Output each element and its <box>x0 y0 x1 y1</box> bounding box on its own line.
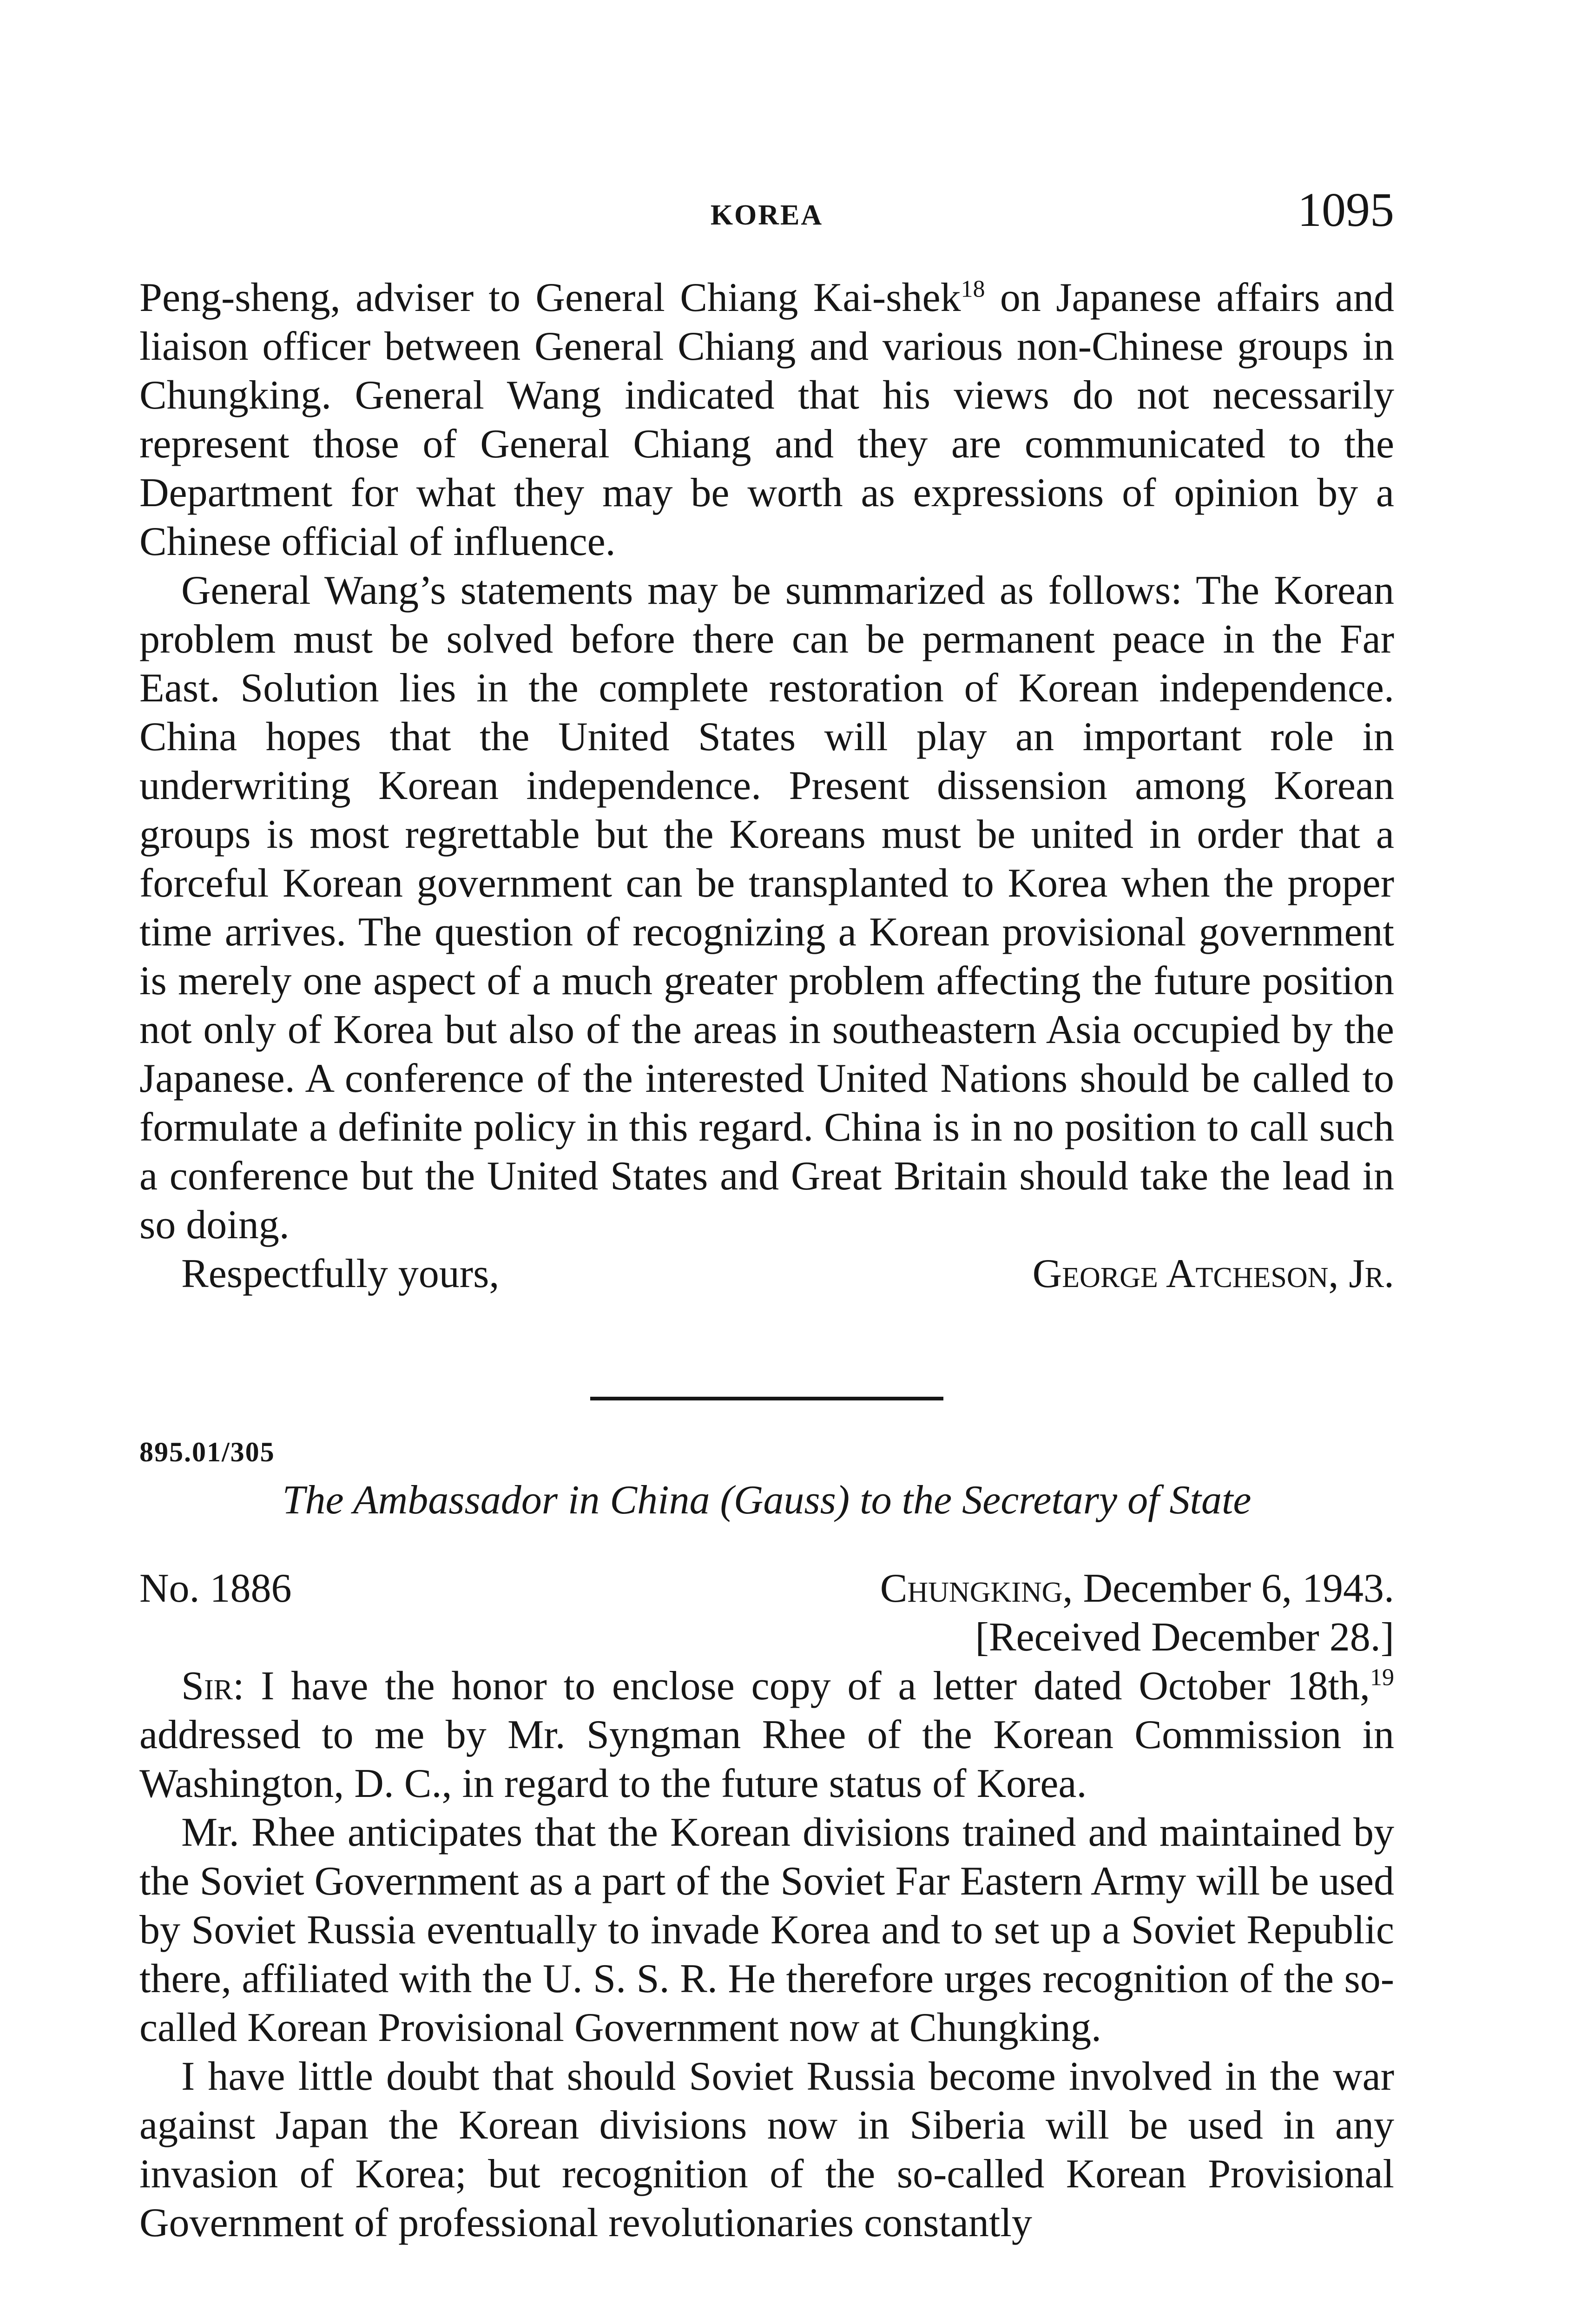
continued-letter <box>139 273 1394 1298</box>
place-and-date <box>880 1564 1394 1613</box>
received-date: [Received December 28.] <box>975 1615 1394 1660</box>
footnote-ref-18: 18 <box>961 276 985 303</box>
closing: Respectfully yours, <box>181 1251 500 1296</box>
paragraph-text: on Japanese affairs and liaison officer between General Chiang and various non-Chinese groups in Chungking. General Wang indicated that his views do not necessarily represent those of General Chiang and they are communicated to the Department for what they may be worth as expressions of opinion by a Chinese official of influence. <box>139 275 1394 564</box>
continued-paragraph-2: General Wang’s statements may be summarized as follows: The Korean problem must be solved before there can be permanent peace in the Far East. Solution lies in the complete restoration of Korean independence. China hopes that the United States will play an important role in underwriting Korean independence. Present dissension among Korean groups is most regrettable but the Koreans must be united in order that a forceful Korean government can be transplanted to Korea when the proper time arrives. The question of recognizing a Korean provisional government is merely one aspect of a much greater problem affecting the future position not only of Korea but also of the areas in southeastern Asia occupied by the Japanese. A conference of the interested United Nations should be called to formulate a definite policy in this regard. China is in no position to call such a conference but the United States and Great Britain should take the lead in so doing. <box>139 568 1394 1248</box>
document-paragraph-2: Mr. Rhee anticipates that the Korean divisions trained and maintained by the Soviet Government as a part of the Soviet Far Eastern Army will be used by Soviet Russia eventually to invade Korea and to set up a Soviet Republic there, affiliated with the U. S. S. R. He therefore urges recognition of the so-called Korean Provisional Government now at Chungking. <box>139 1810 1394 2050</box>
salutation: Sir <box>181 1664 233 1709</box>
paragraph-text: Peng-sheng, adviser to General Chiang Kai-shek <box>139 275 961 320</box>
running-head <box>139 183 1394 251</box>
running-title: KOREA <box>710 199 823 231</box>
place: Chungking <box>880 1566 1063 1611</box>
section-divider <box>590 1397 943 1400</box>
document-paragraph-1 <box>139 1662 1394 1808</box>
document-heading: The Ambassador in China (Gauss) to the Secretary of State <box>282 1478 1252 1523</box>
signature: George Atcheson, Jr. <box>1032 1251 1394 1296</box>
page-number: 1095 <box>1298 183 1394 237</box>
file-number: 895.01/305 <box>139 1437 275 1467</box>
footnote-ref-19: 19 <box>1370 1664 1394 1691</box>
paragraph-text: : I have the honor to enclose copy of a letter dated October 18th, <box>232 1664 1370 1709</box>
date: , December 6, 1943. <box>1062 1566 1394 1611</box>
document-body <box>139 1564 1394 2247</box>
continued-paragraph-1 <box>139 273 1394 566</box>
dateline <box>139 1564 1394 1613</box>
document-number: No. 1886 <box>139 1566 292 1611</box>
signature-line <box>139 1249 1394 1298</box>
paragraph-text: addressed to me by Mr. Syngman Rhee of the Korean Commission in Washington, D. C., in regard to the future status of Korea. <box>139 1712 1394 1806</box>
document-paragraph-3: I have little doubt that should Soviet Russia become involved in the war against Japan the Korean divisions now in Siberia will be used in any invasion of Korea; but recognition of the so-called Korean Provisional Government of professional revolutionaries constantly <box>139 2054 1394 2245</box>
